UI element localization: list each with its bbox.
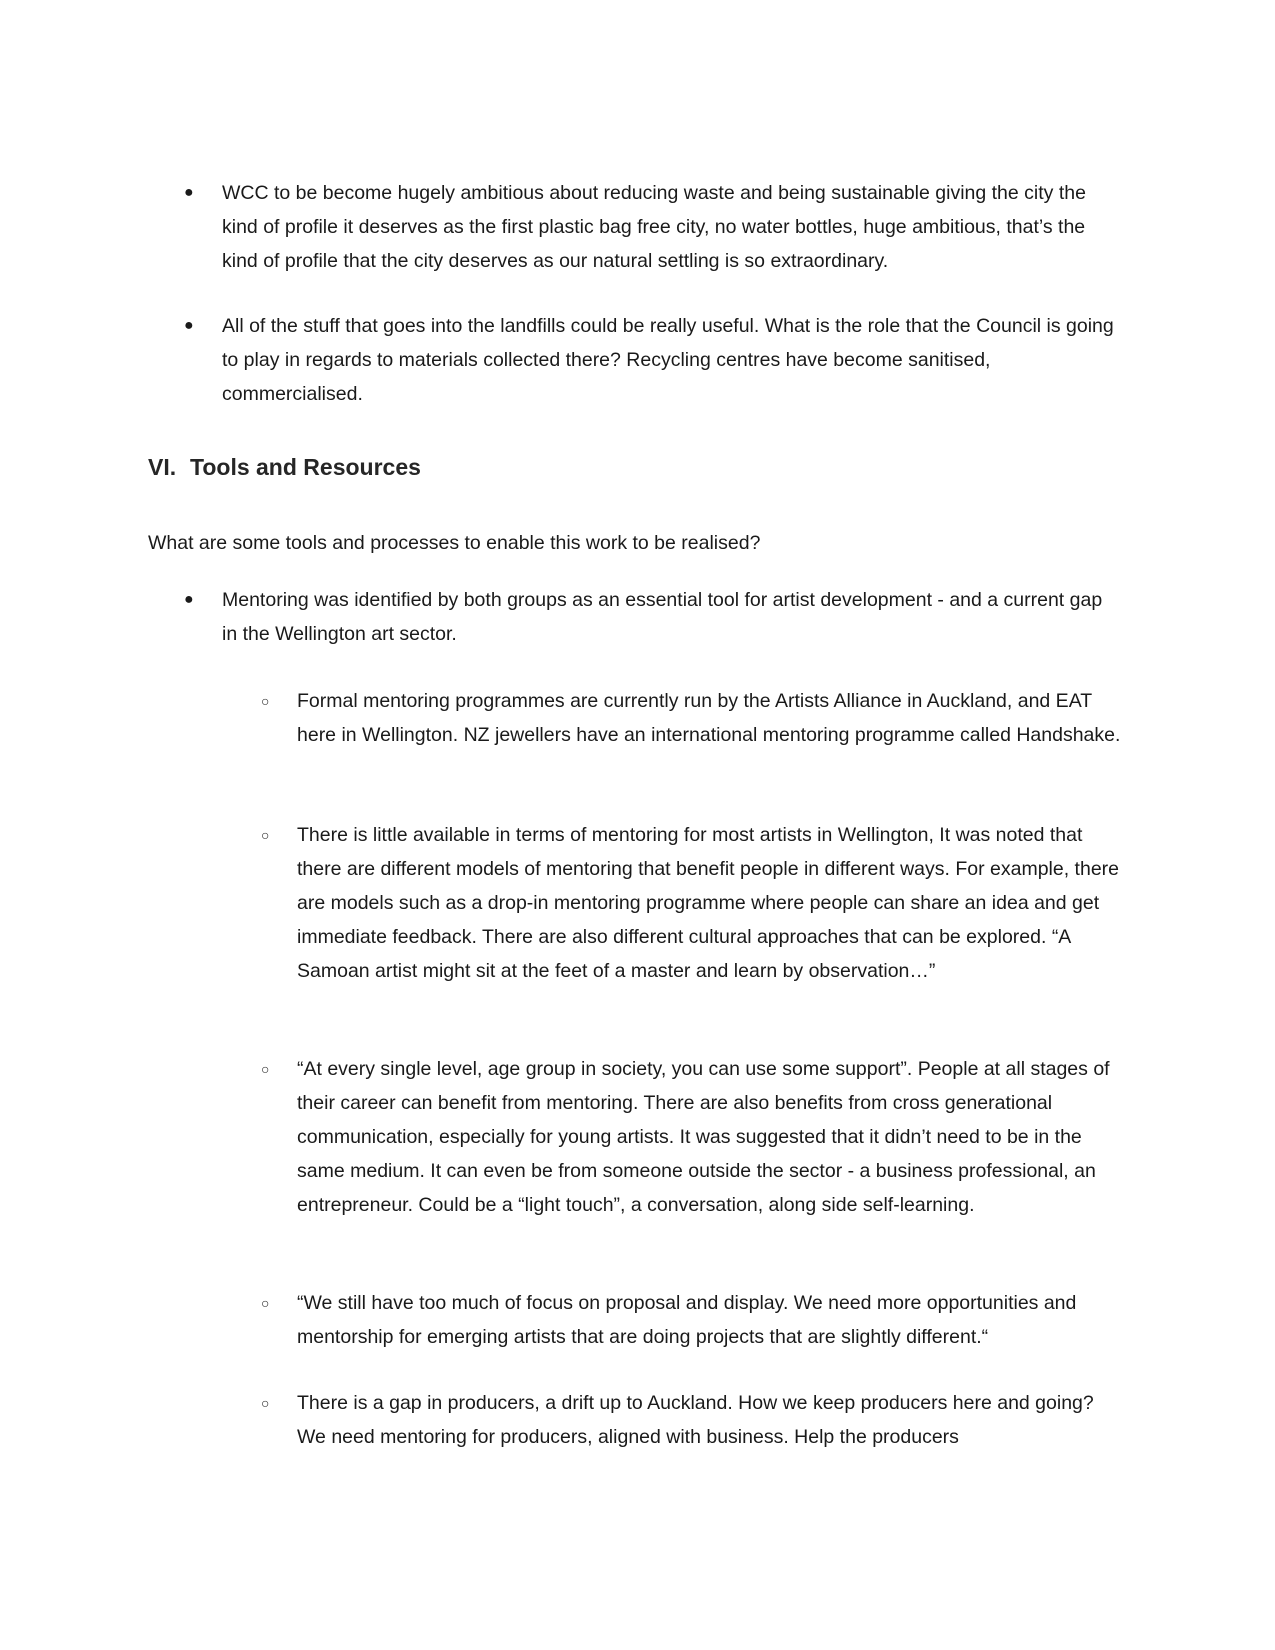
bullet-text: All of the stuff that goes into the landfills could be really useful. What is the role that the Council is going to play in regards to materials collected there? Recycling centres have become sanitised, commercialised. (222, 315, 1114, 405)
bullet-marker: ● (184, 591, 194, 608)
sub-item-text: Formal mentoring programmes are currently run by the Artists Alliance in Auckland, and EAT here in Wellington. NZ jewellers have an international mentoring programme called Handshake. (297, 690, 1121, 746)
sub-item-little-available (261, 818, 1123, 988)
bullet-text: WCC to be become hugely ambitious about reducing waste and being sustainable giving the city the kind of profile it deserves as the first plastic bag free city, no water bottles, huge ambitious, that’s the kind of profile that the city deserves as our natural settling is so extraordinary. (222, 182, 1086, 272)
bullet-item-mentoring (184, 583, 1122, 651)
bullet-marker: ● (184, 317, 194, 334)
sub-item-text: “At every single level, age group in society, you can use some support”. People at all stages of their career can benefit from mentoring. There are also benefits from cross generational communication, especially for young artists. It was suggested that it didn’t need to be in the same medium. It can even be from someone outside the sector - a business professional, an entrepreneur. Could be a “light touch”, a conversation, along side self-learning. (297, 1058, 1110, 1216)
section-title: Tools and Resources (190, 454, 421, 480)
sub-item-producers-gap (261, 1386, 1123, 1454)
sub-bullet-marker: ○ (261, 693, 270, 709)
sub-bullet-marker: ○ (261, 1395, 270, 1411)
bullet-text: Mentoring was identified by both groups as an essential tool for artist development - and a current gap in the Wellington art sector. (222, 589, 1103, 645)
sub-bullet-marker: ○ (261, 1295, 270, 1311)
sub-item-focus-proposal (261, 1286, 1123, 1354)
section-heading (148, 450, 421, 484)
sub-bullet-marker: ○ (261, 1061, 270, 1077)
bullet-item-waste-ambition (184, 176, 1122, 278)
sub-item-text: There is little available in terms of mentoring for most artists in Wellington, It was noted that there are different models of mentoring that benefit people in different ways. For example, there are models such as a drop-in mentoring programme where people can share an idea and get immediate feedback. There are also different cultural approaches that can be explored. “A Samoan artist might sit at the feet of a master and learn by observation…” (297, 824, 1119, 982)
sub-item-text: “We still have too much of focus on proposal and display. We need more opportunities and mentorship for emerging artists that are doing projects that are slightly different.“ (297, 1292, 1077, 1348)
bullet-marker: ● (184, 184, 194, 201)
intro-paragraph: What are some tools and processes to enable this work to be realised? (148, 532, 761, 554)
sub-item-formal-programmes (261, 684, 1123, 752)
sub-item-text: There is a gap in producers, a drift up to Auckland. How we keep producers here and going? We need mentoring for producers, aligned with business. Help the producers (297, 1392, 1094, 1448)
section-number: VI. (148, 454, 177, 480)
sub-bullet-marker: ○ (261, 827, 270, 843)
sub-item-every-level (261, 1052, 1123, 1222)
bullet-item-landfills (184, 309, 1122, 411)
